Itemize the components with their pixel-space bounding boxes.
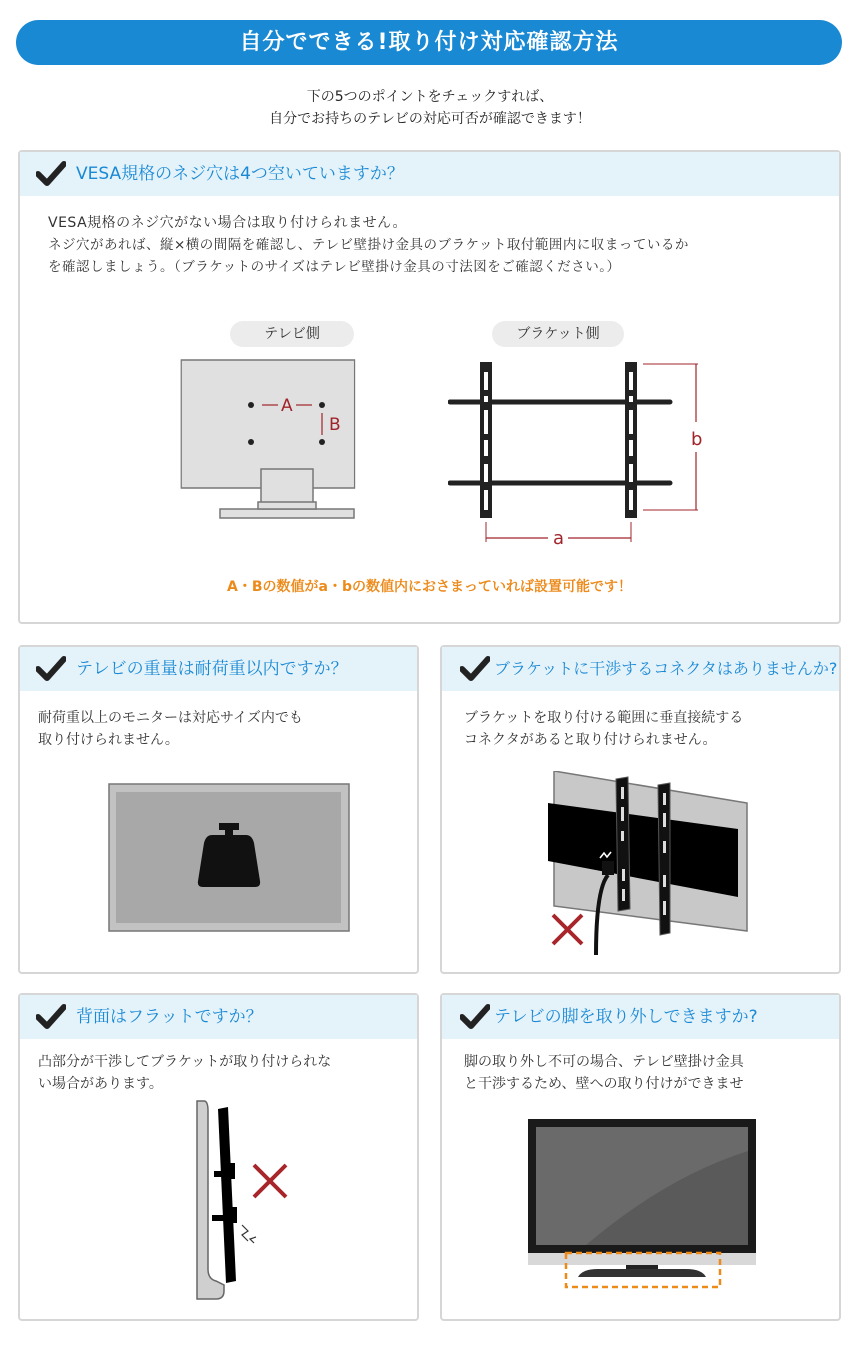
tv-back-diagram [178, 357, 358, 523]
flat-card [18, 993, 419, 1321]
checkmark-icon [36, 161, 66, 187]
connector-card [440, 645, 841, 974]
weight-card [18, 645, 419, 974]
flat-text-line-2: い場合があります。 [38, 1076, 163, 1092]
connector-card-text [464, 707, 743, 751]
stand-card [440, 993, 841, 1321]
connector-card-title: ブラケットに干渉するコネクタはありませんか? [494, 659, 838, 678]
checkmark-icon [460, 656, 490, 682]
weight-text-line-1: 耐荷重以上のモニターは対応サイズ内でも [38, 710, 303, 726]
dim-label-A: A [281, 396, 293, 416]
stand-text-line-2: と干渉するため、壁への取り付けができませ [464, 1076, 744, 1092]
flat-card-text [38, 1051, 331, 1095]
weight-card-header [20, 647, 417, 691]
vesa-card-header [20, 152, 839, 196]
stand-card-header [442, 995, 839, 1039]
weight-card-title: テレビの重量は耐荷重以内ですか？ [76, 659, 348, 679]
weight-text-line-2: 取り付けられません。 [38, 732, 179, 748]
vesa-text-line-2: ネジ穴があれば、縦×横の間隔を確認し、テレビ壁掛け金具のブラケット取付範囲内に収まっているか [48, 237, 689, 253]
checkmark-icon [36, 1004, 66, 1030]
connector-text-line-1: ブラケットを取り付ける範囲に垂直接続する [464, 710, 744, 726]
weight-illustration [108, 783, 352, 933]
connector-card-header [442, 647, 839, 691]
stand-text-line-1: 脚の取り外し不可の場合、テレビ壁掛け金具 [464, 1054, 744, 1070]
vesa-card [18, 150, 841, 624]
tv-side-label: テレビ側 [230, 321, 354, 347]
vesa-text-line-1: VESA規格のネジ穴がない場合は取り付けられません。 [48, 215, 407, 231]
bracket-diagram [448, 360, 708, 550]
cross-mark-icon [553, 915, 582, 944]
weight-card-text [38, 707, 303, 751]
vesa-text-line-3: を確認しましょう。（ブラケットのサイズはテレビ壁掛け金具の寸法図をご確認ください。） [48, 259, 621, 275]
checkmark-icon [460, 1004, 490, 1030]
connector-text-line-2: コネクタがあると取り付けられません。 [464, 732, 717, 748]
stand-card-title: テレビの脚を取り外しできますか? [494, 1007, 758, 1027]
page-banner: 自分でできる!取り付け対応確認方法 [16, 20, 842, 65]
intro-line-2: 自分でお持ちのテレビの対応可否が確認できます！ [269, 111, 591, 127]
bracket-side-label: ブラケット側 [492, 321, 624, 347]
dim-label-b: b [691, 429, 703, 450]
checkmark-icon [36, 656, 66, 682]
dim-label-a: a [553, 528, 565, 549]
flat-card-header [20, 995, 417, 1039]
flat-back-illustration [190, 1099, 310, 1303]
cross-mark-icon [254, 1165, 286, 1197]
flat-text-line-1: 凸部分が干渉してブラケットが取り付けられな [38, 1054, 332, 1070]
vesa-card-text [48, 212, 828, 278]
intro-line-1: 下の5つのポイントをチェックすれば、 [306, 89, 554, 105]
connector-illustration [542, 771, 752, 956]
tv-stand-illustration [526, 1117, 760, 1297]
intro-text [0, 86, 860, 130]
flat-card-title: 背面はフラットですか？ [76, 1007, 263, 1027]
stand-card-text [464, 1051, 744, 1095]
vesa-note: A・Bの数値がa・bの数値内におさまっていれば設置可能です！ [227, 579, 632, 595]
vesa-card-title: VESA規格のネジ穴は4つ空いていますか？ [76, 164, 404, 184]
weight-icon [198, 835, 260, 887]
dim-label-B: B [329, 415, 341, 435]
